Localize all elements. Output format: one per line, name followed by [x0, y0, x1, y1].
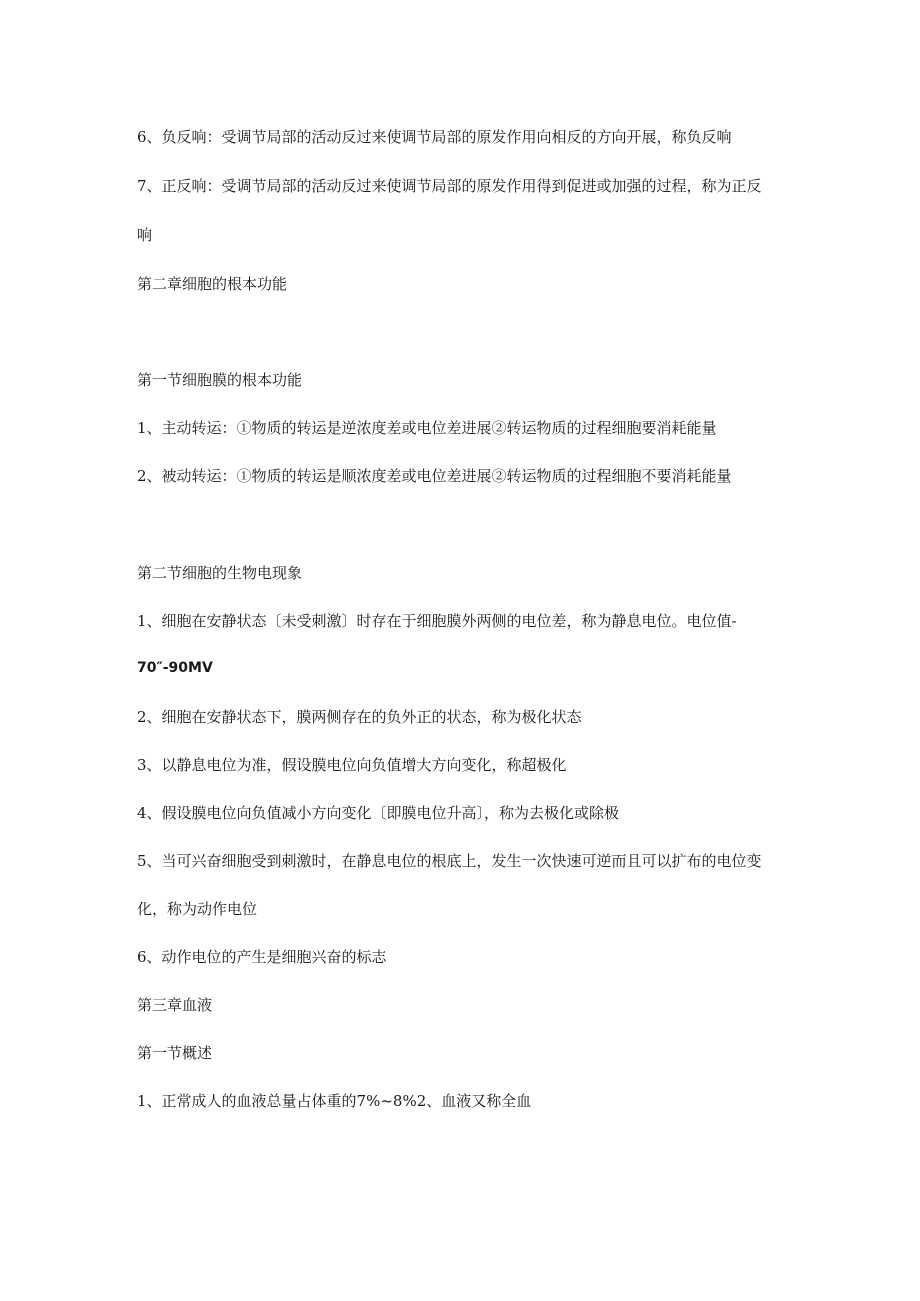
text-line-action-potential-cont: 化，称为动作电位 — [137, 900, 258, 918]
text-line-resting-potential: 1、细胞在安静状态〔未受刺激〕时存在于细胞膜外两侧的电位差，称为静息电位。电位值- — [137, 612, 737, 630]
text-line-resting-potential-value: 70″-90MV — [137, 660, 213, 676]
text-line-active-transport: 1、主动转运：①物质的转运是逆浓度差或电位差进展②转运物质的过程细胞要消耗能量 — [137, 419, 717, 437]
text-line-depolarization: 4、假设膜电位向负值减小方向变化〔即膜电位升高〕，称为去极化或除极 — [137, 804, 620, 822]
text-line-excitation-marker: 6、动作电位的产生是细胞兴奋的标志 — [137, 948, 387, 966]
text-line-action-potential: 5、当可兴奋细胞受到刺激时，在静息电位的根底上，发生一次快速可逆而且可以扩布的电位变 — [137, 852, 762, 870]
text-line-hyperpolarization: 3、以静息电位为准，假设膜电位向负值增大方向变化，称超极化 — [137, 756, 567, 774]
text-line-positive-feedback: 7、正反响：受调节局部的活动反过来使调节局部的原发作用得到促进或加强的过程，称为正反 — [137, 177, 762, 195]
text-line-passive-transport: 2、被动转运：①物质的转运是顺浓度差或电位差进展②转运物质的过程细胞不要消耗能量 — [137, 467, 732, 485]
chapter-heading-blood: 第三章血液 — [137, 996, 213, 1014]
text-line-positive-feedback-cont: 响 — [137, 226, 153, 244]
section-heading-overview: 第一节概述 — [137, 1044, 213, 1062]
text-line-polarization: 2、细胞在安静状态下，膜两侧存在的负外正的状态，称为极化状态 — [137, 708, 582, 726]
text-line-negative-feedback: 6、负反响：受调节局部的活动反过来使调节局部的原发作用向相反的方向开展，称负反响 — [137, 128, 732, 146]
text-line-blood-volume: 1、正常成人的血液总量占体重的7%~8%2、血液又称全血 — [137, 1092, 532, 1110]
section-heading-bioelectric: 第二节细胞的生物电现象 — [137, 564, 303, 582]
section-heading-membrane: 第一节细胞膜的根本功能 — [137, 371, 303, 389]
chapter-heading-cell-function: 第二章细胞的根本功能 — [137, 275, 288, 293]
